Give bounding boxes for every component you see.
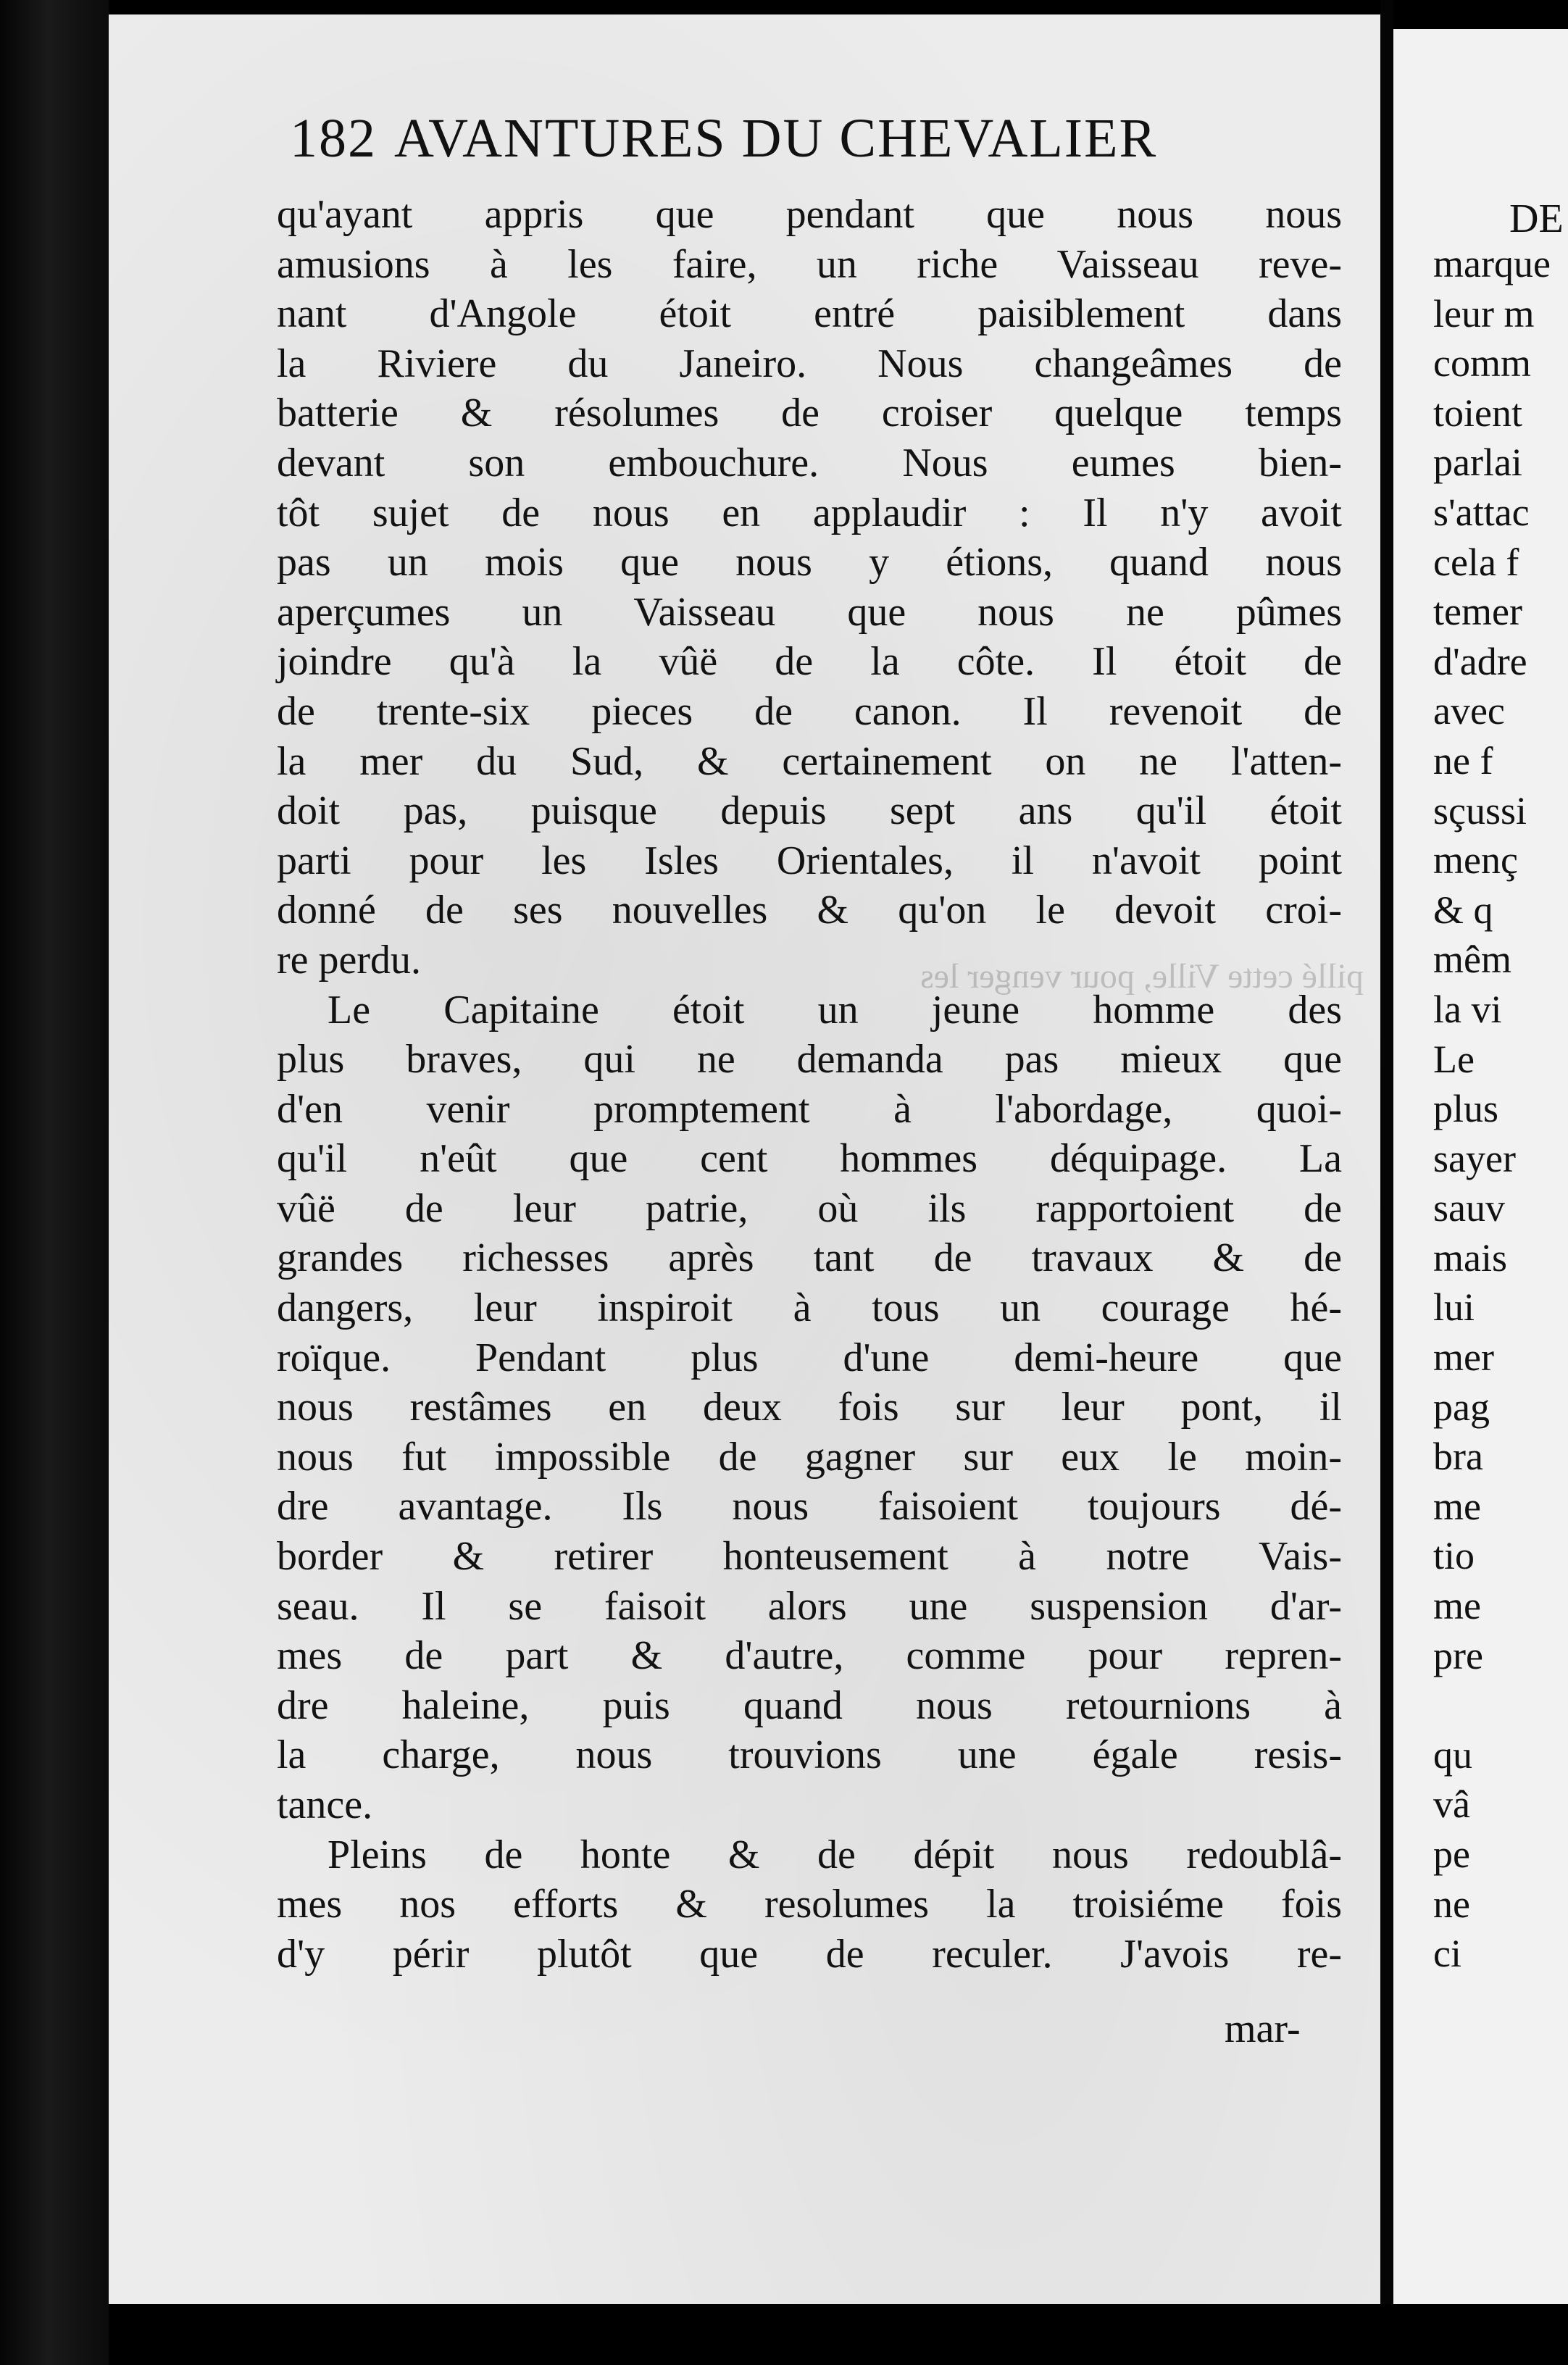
text-line: tance. [277, 1782, 373, 1827]
right-text-line: plus [1433, 1087, 1499, 1131]
text-line: qu'il n'eût que cent hommes déquipage. La [277, 1136, 1342, 1182]
right-text-line: menç [1433, 838, 1518, 883]
right-text-line: tio [1433, 1534, 1475, 1578]
binding-gutter [1380, 0, 1393, 2365]
running-head [290, 107, 1344, 170]
right-text-line: parlai [1433, 441, 1522, 485]
right-text-line: toient [1433, 391, 1522, 435]
right-page [1393, 29, 1568, 2304]
text-line: la Riviere du Janeiro. Nous changeâmes de [277, 341, 1342, 386]
right-page-text [1433, 239, 1551, 1979]
text-line: donné de ses nouvelles & qu'on le devoit croi- [277, 888, 1342, 933]
text-line: border & retirer honteusement à notre Vais- [277, 1534, 1342, 1580]
text-line: devant son embouchure. Nous eumes bien- [277, 440, 1342, 485]
text-line: Pleins de honte & de dépit nous redoublâ- [328, 1832, 1342, 1877]
right-text-line: sauv [1433, 1186, 1505, 1230]
right-text-line: s'attac [1433, 490, 1530, 534]
right-text-line: cela f [1433, 540, 1519, 584]
text-line: grandes richesses après tant de travaux & de [277, 1235, 1342, 1281]
right-text-line: sayer [1433, 1136, 1516, 1180]
text-line: mes nos efforts & resolumes la troisiéme fois [277, 1882, 1342, 1927]
right-text-line: pe [1433, 1832, 1470, 1876]
text-line: la mer du Sud, & certainement on ne l'atten- [277, 738, 1342, 784]
right-text-line: pag [1433, 1385, 1490, 1429]
right-text-line: mêm [1433, 938, 1511, 982]
right-text-line: la vi [1433, 987, 1502, 1031]
right-text-line: temer [1433, 590, 1522, 634]
right-text-line: mer [1433, 1335, 1494, 1380]
text-line: la charge, nous trouvions une égale resis- [277, 1732, 1342, 1778]
catchword: mar- [1225, 2006, 1301, 2051]
right-text-line: mais [1433, 1235, 1507, 1280]
show-through-text: pillé cette Ville, pour venger les [920, 957, 1364, 996]
text-line: dangers, leur inspiroit à tous un courage hé- [277, 1285, 1342, 1331]
page-number: 182 [290, 108, 377, 169]
text-line: parti pour les Isles Orientales, il n'avoit point [277, 838, 1342, 883]
right-text-line: & q [1433, 888, 1493, 932]
body-text [277, 190, 1342, 1979]
scan-border-bottom [109, 2304, 1568, 2365]
right-text-line: me [1433, 1584, 1481, 1628]
right-text-line: marque [1433, 242, 1551, 285]
text-line: nous restâmes en deux fois sur leur pont, il [277, 1385, 1342, 1430]
text-line: roïque. Pendant plus d'une demi-heure que [277, 1335, 1342, 1380]
text-line: joindre qu'à la vûë de la côte. Il étoit de [277, 639, 1342, 685]
text-line: doit pas, puisque depuis sept ans qu'il étoit [277, 788, 1342, 834]
text-line: qu'ayant appris que pendant que nous nous [277, 192, 1342, 237]
right-text-line [1433, 1680, 1551, 1730]
running-head-title: AVANTURES DU CHEVALIER [394, 108, 1158, 169]
text-line: batterie & résolumes de croiser quelque temps [277, 391, 1342, 436]
text-line: plus braves, qui ne demanda pas mieux que [277, 1037, 1342, 1083]
text-line: de trente-six pieces de canon. Il revenoit de [277, 688, 1342, 734]
text-line: nous fut impossible de gagner sur eux le moin- [277, 1434, 1342, 1480]
right-text-line: sçussi [1433, 788, 1527, 833]
right-text-line: ne [1433, 1882, 1470, 1926]
text-line: amusions à les faire, un riche Vaisseau reve- [277, 241, 1342, 287]
text-line: dre haleine, puis quand nous retournions à [277, 1682, 1342, 1728]
text-line: nant d'Angole étoit entré paisiblement dans [277, 291, 1342, 337]
text-line: d'y périr plutôt que de reculer. J'avois re- [277, 1931, 1342, 1977]
scan-border-left [0, 0, 109, 2365]
right-text-line: avec [1433, 689, 1505, 733]
text-line: vûë de leur patrie, où ils rapportoient de [277, 1185, 1342, 1231]
text-line: Le Capitaine étoit un jeune homme des [328, 987, 1342, 1033]
text-line: mes de part & d'autre, comme pour repren- [277, 1633, 1342, 1679]
right-text-line: vâ [1433, 1782, 1470, 1827]
right-text-line: qu [1433, 1732, 1472, 1777]
right-text-line: lui [1433, 1285, 1475, 1330]
right-text-line: bra [1433, 1435, 1483, 1479]
right-text-line: ci [1433, 1932, 1461, 1976]
text-line: pas un mois que nous y étions, quand nous [277, 540, 1342, 585]
text-line: d'en venir promptement à l'abordage, quoi- [277, 1086, 1342, 1132]
text-line: seau. Il se faisoit alors une suspension d'ar- [277, 1583, 1342, 1629]
right-text-line: leur m [1433, 291, 1535, 335]
text-line: aperçumes un Vaisseau que nous ne pûmes [277, 589, 1342, 635]
text-line: dre avantage. Ils nous faisoient toujours dé- [277, 1484, 1342, 1530]
right-text-line: Le [1433, 1037, 1475, 1081]
right-text-line: comm [1433, 341, 1531, 385]
right-text-line: me [1433, 1484, 1481, 1528]
right-text-line: pre [1433, 1633, 1483, 1677]
text-line: tôt sujet de nous en applaudir : Il n'y avoit [277, 490, 1342, 535]
right-text-line: d'adre [1433, 639, 1527, 683]
right-running-head: DE [1509, 196, 1564, 241]
right-text-line: ne f [1433, 738, 1493, 783]
text-line: re perdu. [277, 937, 422, 983]
